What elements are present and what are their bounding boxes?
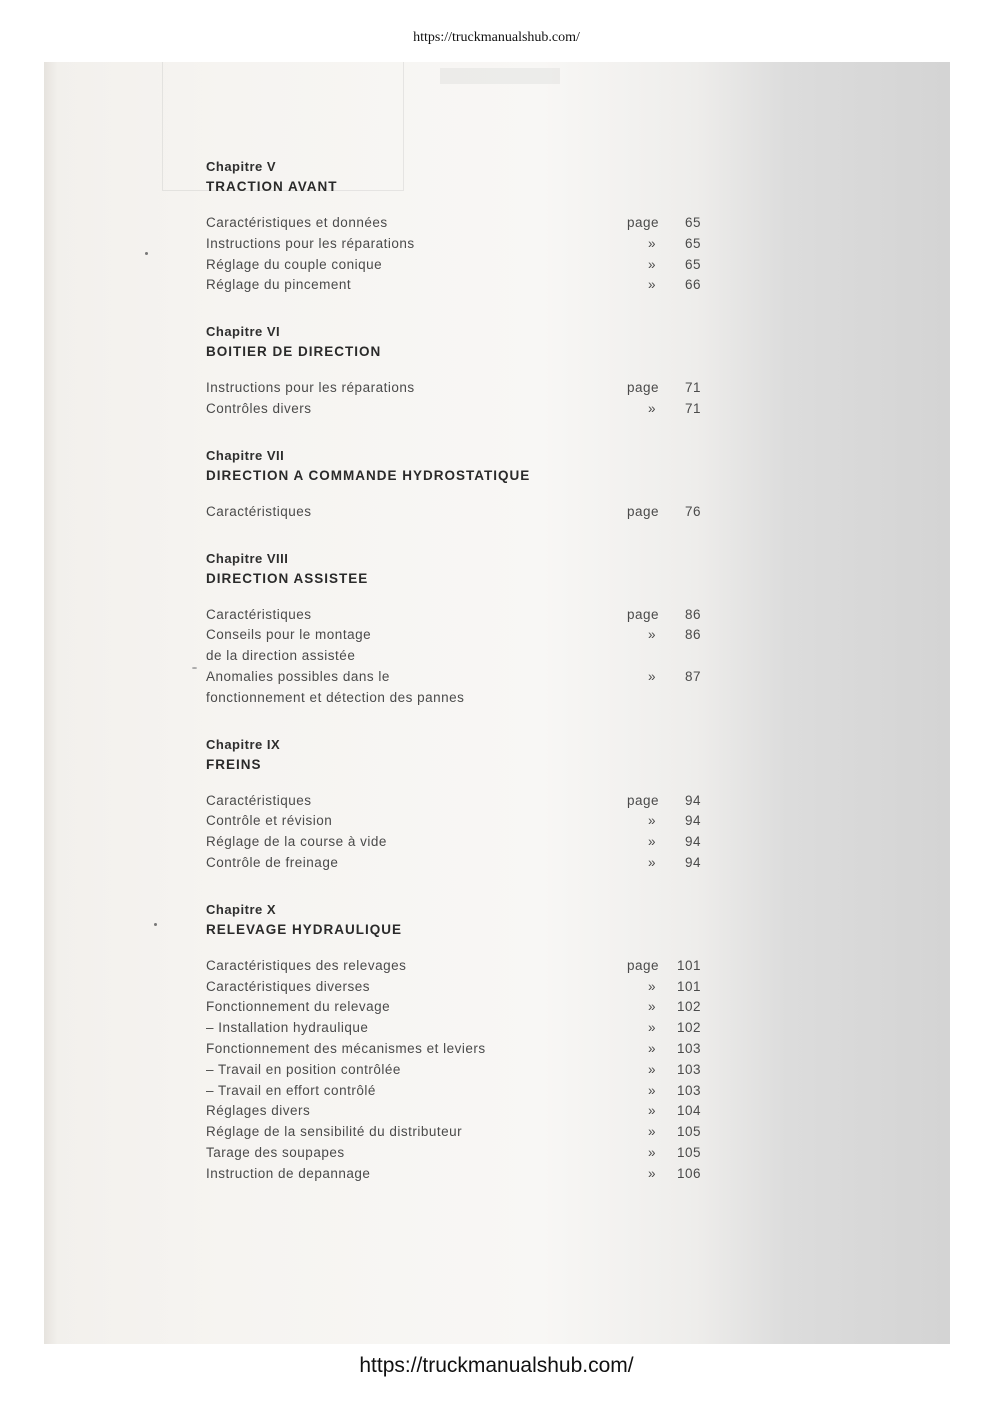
- toc-entry-reference: [627, 997, 701, 1018]
- toc-entry[interactable]: [206, 1164, 701, 1185]
- page-number: 71: [684, 400, 701, 416]
- page-word: page: [627, 957, 660, 973]
- toc-entry-label: [206, 853, 627, 874]
- toc-entry[interactable]: [206, 605, 701, 626]
- chapter-label: Chapitre VIII: [206, 550, 289, 566]
- page-number: 65: [684, 215, 701, 230]
- page-word: »: [647, 400, 656, 416]
- toc-entry[interactable]: [206, 378, 701, 399]
- table-of-contents: [206, 157, 701, 1211]
- toc-entry-reference: [627, 213, 701, 234]
- chapter-title: TRACTION AVANT: [206, 179, 338, 194]
- page-word: »: [647, 1020, 656, 1036]
- page-word: page: [627, 606, 660, 622]
- chapter-label: Chapitre V: [206, 159, 277, 174]
- page-number: 106: [677, 1165, 702, 1181]
- scan-speck: [192, 667, 197, 669]
- page-number: 71: [684, 380, 701, 396]
- page-number: 86: [684, 606, 701, 622]
- toc-entry-text: Tarage des soupapes: [206, 1144, 345, 1160]
- page-word: »: [647, 1082, 656, 1098]
- chapter-section: [206, 900, 701, 1185]
- page-number: 76: [684, 503, 701, 519]
- page-number: 105: [677, 1144, 702, 1160]
- page-number: 101: [677, 957, 702, 973]
- toc-entry[interactable]: [206, 1060, 701, 1081]
- toc-entry-text: Anomalies possibles dans le: [206, 668, 390, 684]
- toc-entry-label: [206, 997, 627, 1018]
- footer-url[interactable]: https://truckmanualshub.com/: [359, 1354, 634, 1377]
- toc-entry-text: Instruction de depannage: [206, 1165, 371, 1181]
- toc-entry-text: – Travail en position contrôlée: [206, 1061, 401, 1077]
- toc-entry-reference: [627, 832, 701, 853]
- toc-entry-text-continued: fonctionnement et détection des pannes: [206, 689, 465, 705]
- chapter-section: [206, 157, 701, 296]
- toc-entry-text: Caractéristiques: [206, 606, 312, 622]
- toc-entry-text: Fonctionnement du relevage: [206, 999, 391, 1015]
- toc-entry[interactable]: [206, 502, 701, 523]
- page-word: page: [627, 503, 660, 519]
- page-number: 105: [677, 1124, 702, 1140]
- toc-entry-reference: [627, 667, 701, 688]
- page-word: »: [647, 834, 656, 850]
- toc-entry-reference: [627, 625, 701, 646]
- page-word: »: [647, 999, 656, 1015]
- chapter-title: DIRECTION ASSISTEE: [206, 570, 369, 586]
- toc-entry-label: [206, 832, 627, 853]
- page-word: »: [647, 668, 656, 684]
- chapter-label: Chapitre X: [206, 901, 277, 917]
- toc-entry-label: [206, 502, 627, 523]
- toc-entry-label: [206, 378, 627, 399]
- toc-entry-text: Réglage du couple conique: [206, 256, 383, 272]
- toc-entry-label: [206, 275, 627, 296]
- toc-entry-label: [206, 1081, 627, 1102]
- toc-entry-reference: [627, 1039, 701, 1060]
- page-number: 103: [677, 1061, 702, 1077]
- toc-entry-label: [206, 605, 627, 626]
- toc-entry-label: [206, 956, 627, 977]
- toc-entry[interactable]: [206, 956, 701, 977]
- page-word: »: [647, 1124, 656, 1140]
- bleed-through-title: [440, 68, 560, 84]
- page-number: 104: [677, 1103, 702, 1119]
- toc-entry-text-continued: de la direction assistée: [206, 648, 356, 664]
- page-word: »: [647, 277, 656, 293]
- toc-entry-reference: [627, 234, 701, 255]
- toc-entry-label: [206, 213, 627, 234]
- toc-entry[interactable]: [206, 1143, 701, 1164]
- chapter-title: DIRECTION A COMMANDE HYDROSTATIQUE: [206, 467, 531, 483]
- toc-entry-text: Réglage de la sensibilité du distributeur: [206, 1124, 463, 1140]
- toc-entry-text: Instructions pour les réparations: [206, 380, 415, 396]
- toc-entry[interactable]: [206, 853, 701, 874]
- toc-entry[interactable]: [206, 213, 701, 234]
- page-number: 94: [684, 834, 701, 850]
- page-word: »: [647, 235, 656, 251]
- toc-entry-reference: [627, 1164, 701, 1185]
- chapter-label: Chapitre VI: [206, 324, 281, 340]
- page-number: 94: [684, 813, 701, 829]
- page-word: »: [647, 854, 656, 870]
- page-number: 65: [684, 256, 701, 272]
- scan-edge: [44, 62, 58, 1344]
- toc-entry-reference: [627, 1143, 701, 1164]
- page-word: »: [647, 627, 656, 643]
- toc-entry-label: [206, 1018, 627, 1039]
- page-number: 94: [684, 854, 701, 870]
- page-number: 87: [684, 668, 701, 684]
- page-word: page: [627, 380, 660, 396]
- toc-entry-label: [206, 1101, 627, 1122]
- toc-entry[interactable]: [206, 832, 701, 853]
- toc-entry-label: [206, 667, 627, 709]
- toc-entry[interactable]: [206, 234, 701, 255]
- toc-entry[interactable]: [206, 399, 701, 420]
- toc-entry-text: Caractéristiques et données: [206, 215, 388, 230]
- toc-entry-text: Réglage du pincement: [206, 277, 352, 293]
- scan-speck: [154, 923, 157, 926]
- toc-entry-text: Conseils pour le montage: [206, 627, 372, 643]
- toc-entry-reference: [627, 1101, 701, 1122]
- toc-entry[interactable]: [206, 791, 701, 812]
- toc-entry-text: Contrôles divers: [206, 400, 312, 416]
- toc-entry-text: – Travail en effort contrôlé: [206, 1082, 376, 1098]
- toc-entry-reference: [627, 853, 701, 874]
- scan-speck: [145, 252, 148, 255]
- toc-entry[interactable]: [206, 667, 701, 709]
- page-word: »: [647, 1040, 656, 1056]
- toc-entry[interactable]: [206, 255, 701, 276]
- toc-entry-text: Caractéristiques diverses: [206, 978, 371, 994]
- toc-entry-text: Contrôle de freinage: [206, 854, 339, 870]
- toc-entry-label: [206, 1060, 627, 1081]
- toc-entry-reference: [627, 956, 701, 977]
- chapter-section: [206, 549, 701, 709]
- chapter-section: [206, 322, 701, 420]
- toc-entry[interactable]: [206, 1122, 701, 1143]
- chapter-label: Chapitre VII: [206, 447, 285, 463]
- toc-entry[interactable]: [206, 977, 701, 998]
- chapter-label: Chapitre IX: [206, 736, 281, 752]
- toc-entry-text: Réglage de la course à vide: [206, 834, 387, 850]
- toc-entry-text: Réglages divers: [206, 1103, 311, 1119]
- toc-entry-reference: [627, 811, 701, 832]
- toc-entry-label: [206, 977, 627, 998]
- chapter-title: FREINS: [206, 756, 262, 772]
- toc-entry[interactable]: [206, 1081, 701, 1102]
- toc-entry-label: [206, 1039, 627, 1060]
- chapter-title: RELEVAGE HYDRAULIQUE: [206, 921, 403, 937]
- toc-entry-text: – Installation hydraulique: [206, 1020, 369, 1036]
- toc-entry-reference: [627, 378, 701, 399]
- toc-entry-label: [206, 399, 627, 420]
- page-number: 65: [684, 235, 701, 251]
- toc-entry[interactable]: [206, 1039, 701, 1060]
- page-number: 86: [684, 627, 701, 643]
- toc-entry-label: [206, 1143, 627, 1164]
- toc-entry-reference: [627, 1122, 701, 1143]
- page-word: page: [627, 792, 660, 808]
- toc-entry-label: [206, 791, 627, 812]
- toc-entry-label: [206, 1122, 627, 1143]
- page-word: »: [647, 1165, 656, 1181]
- page-number: 103: [677, 1082, 702, 1098]
- toc-entry-reference: [627, 1081, 701, 1102]
- toc-entry[interactable]: [206, 1018, 701, 1039]
- page-number: 101: [677, 978, 702, 994]
- chapter-section: [206, 446, 701, 523]
- toc-entry-label: [206, 234, 627, 255]
- page-word: »: [647, 1144, 656, 1160]
- header-url[interactable]: https://truckmanualshub.com/: [413, 30, 580, 45]
- page-number: 94: [684, 792, 701, 808]
- toc-entry-text: Caractéristiques: [206, 792, 312, 808]
- toc-entry[interactable]: [206, 625, 701, 667]
- page-number: 102: [677, 1020, 702, 1036]
- toc-entry-reference: [627, 502, 701, 523]
- toc-entry[interactable]: [206, 997, 701, 1018]
- toc-entry-reference: [627, 791, 701, 812]
- toc-entry[interactable]: [206, 275, 701, 296]
- toc-entry-text: Caractéristiques: [206, 503, 312, 519]
- page-word: »: [647, 1061, 656, 1077]
- toc-entry-text: Instructions pour les réparations: [206, 235, 415, 251]
- toc-entry-reference: [627, 1060, 701, 1081]
- page-word: »: [647, 978, 656, 994]
- toc-entry[interactable]: [206, 811, 701, 832]
- toc-entry-label: [206, 811, 627, 832]
- page-word: »: [647, 256, 656, 272]
- toc-entry-label: [206, 1164, 627, 1185]
- toc-entry[interactable]: [206, 1101, 701, 1122]
- toc-entry-text: Fonctionnement des mécanismes et leviers: [206, 1040, 486, 1056]
- chapter-section: [206, 735, 701, 874]
- toc-entry-reference: [627, 605, 701, 626]
- toc-entry-reference: [627, 275, 701, 296]
- page-word: »: [647, 1103, 656, 1119]
- toc-entry-reference: [627, 255, 701, 276]
- page-number: 66: [684, 277, 701, 293]
- page-word: »: [647, 813, 656, 829]
- toc-entry-text: Contrôle et révision: [206, 813, 333, 829]
- toc-entry-label: [206, 625, 627, 667]
- toc-entry-text: Caractéristiques des relevages: [206, 957, 407, 973]
- page-word: page: [627, 215, 660, 230]
- page-number: 102: [677, 999, 702, 1015]
- toc-entry-reference: [627, 977, 701, 998]
- toc-entry-reference: [627, 399, 701, 420]
- toc-entry-label: [206, 255, 627, 276]
- toc-entry-reference: [627, 1018, 701, 1039]
- chapter-title: BOITIER DE DIRECTION: [206, 344, 382, 360]
- page-number: 103: [677, 1040, 702, 1056]
